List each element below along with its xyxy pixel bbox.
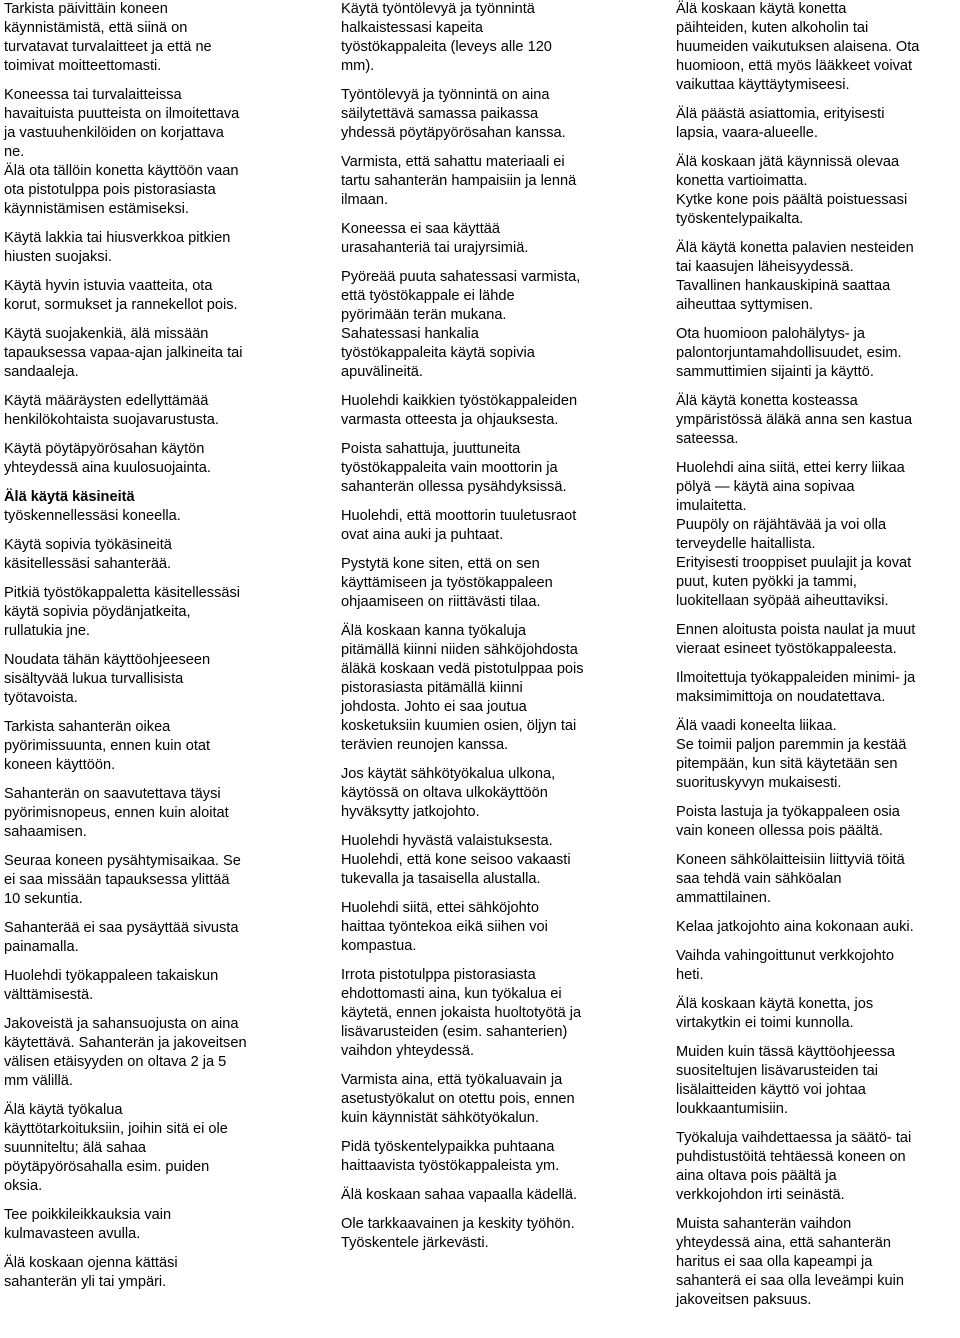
safety-paragraph <box>341 1071 641 1128</box>
safety-paragraph <box>676 459 958 611</box>
paragraph-text: Työntölevyä ja työnnintä on aina säilytettävä samassa paikassa yhdessä pöytäpyörösahan kanssa. <box>341 87 566 141</box>
paragraph-text: Sahanterää ei saa pysäyttää sivusta painamalla. <box>4 920 239 955</box>
safety-paragraph <box>4 229 304 267</box>
safety-paragraph <box>4 919 304 957</box>
safety-paragraph <box>341 440 641 497</box>
paragraph-text: Varmista, että sahattu materiaali ei tartu sahanterän hampaisiin ja lennä ilmaan. <box>341 154 577 208</box>
paragraph-text: Työkaluja vaihdettaessa ja säätö- tai puhdistustöitä tehtäessä koneen on aina oltava pois päältä ja verkkojohdon irti seinästä. <box>676 1130 912 1203</box>
paragraph-text: Huolehdi kaikkien työstökappaleiden varmasta otteesta ja ohjauksesta. <box>341 393 578 428</box>
safety-paragraph <box>4 967 304 1005</box>
safety-paragraph <box>4 1101 304 1196</box>
paragraph-text: Huolehdi työkappaleen takaiskun välttämisestä. <box>4 968 219 1003</box>
safety-paragraph <box>4 852 304 909</box>
paragraph-text: Ilmoitettuja työkappaleiden minimi- ja maksimimittoja on noudatettava. <box>676 670 916 705</box>
safety-paragraph <box>4 718 304 775</box>
paragraph-text: Älä päästä asiattomia, erityisesti lapsia, vaara-alueelle. <box>676 106 885 141</box>
paragraph-text: Pyöreää puuta sahatessasi varmista, että työstökappale ei lähde pyörimään terän mukana. <box>341 269 581 323</box>
column-2 <box>341 0 641 1263</box>
paragraph-text: Koneessa tai turvalaitteissa havaituista puutteista on ilmoitettava ja vastuuhenkilöiden on korjattava ne. <box>4 87 240 160</box>
safety-paragraph <box>4 162 304 219</box>
paragraph-text: Seuraa koneen pysähtymisaikaa. Se ei saa missään tapauksessa ylittää 10 sekuntia. <box>4 853 241 907</box>
safety-paragraph <box>4 536 304 574</box>
safety-paragraph <box>4 1206 304 1244</box>
paragraph-text: Ole tarkkaavainen ja keskity työhön. Työskentele järkevästi. <box>341 1216 575 1251</box>
safety-paragraph <box>341 1138 641 1176</box>
safety-paragraph <box>341 325 641 382</box>
safety-paragraph <box>676 239 958 315</box>
safety-paragraph <box>676 621 958 659</box>
paragraph-text: Älä koskaan jätä käynnissä olevaa konetta vartioimatta. Kytke kone pois päältä poistuessasi työskentelypaikalta. <box>676 154 908 227</box>
safety-paragraph <box>676 717 958 793</box>
paragraph-text: Älä käytä konetta kosteassa ympäristössä äläkä anna sen kastua sateessa. <box>676 393 913 447</box>
paragraph-text: Pidä työskentelypaikka puhtaana haittaavista työstökappaleista ym. <box>341 1139 560 1174</box>
paragraph-text: Käytä suojakenkiä, älä missään tapauksessa vapaa-ajan jalkineita tai sandaaleja. <box>4 326 243 380</box>
safety-paragraph <box>341 0 641 76</box>
paragraph-text: Älä koskaan käytä konetta päihteiden, kuten alkoholin tai huumeiden vaikutuksen alaisena. Ota huomioon, että myös lääkkeet voivat vaikuttaa käyttäytymiseesi. <box>676 1 920 93</box>
paragraph-text: Tarkista päivittäin koneen käynnistämistä, että siinä on turvatavat turvalaitteet ja että ne toimivat moitteettomasti. <box>4 1 212 74</box>
safety-paragraph <box>341 1215 641 1253</box>
safety-paragraph <box>341 899 641 956</box>
paragraph-text: Sahatessasi hankalia työstökappaleita käytä sopivia apuvälineitä. <box>341 326 535 380</box>
safety-paragraph <box>676 918 958 937</box>
paragraph-text: Käytä hyvin istuvia vaatteita, ota korut, sormukset ja rannekellot pois. <box>4 278 238 313</box>
paragraph-text: Käytä sopivia työkäsineitä käsitellessäsi sahanterää. <box>4 537 172 572</box>
paragraph-text: Sahanterän on saavutettava täysi pyörimisnopeus, ennen kuin aloitat sahaamisen. <box>4 786 229 840</box>
paragraph-text: Huolehdi aina siitä, ettei kerry liikaa pölyä — käytä aina sopivaa imulaitetta. Puupöly on räjähtävää ja voi olla terveydelle haitallista. Erityisesti trooppiset puulajit ja kovat puut, kuten pyökki ja tammi, luokitellaan syöpää aiheuttaviksi. <box>676 460 912 609</box>
safety-paragraph <box>341 555 641 612</box>
safety-paragraph <box>676 947 958 985</box>
safety-paragraph <box>676 1215 958 1310</box>
safety-paragraph <box>341 392 641 430</box>
safety-paragraph <box>676 851 958 908</box>
safety-paragraph <box>341 220 641 258</box>
paragraph-text: Älä vaadi koneelta liikaa. Se toimii paljon paremmin ja kestää pitempään, kun sitä käytetään sen suorituskyvyn mukaisesti. <box>676 718 907 791</box>
paragraph-text: Jakoveistä ja sahansuojusta on aina käytettävä. Sahanterän ja jakoveitsen välisen etäisyyden on oltava 2 ja 5 mm välillä. <box>4 1016 247 1089</box>
paragraph-text: Älä ota tällöin konetta käyttöön vaan ota pistotulppa pois pistorasiasta käynnistämisen estämiseksi. <box>4 163 239 217</box>
paragraph-text: Jos käytät sähkötyökalua ulkona, käytössä on oltava ulkokäyttöön hyväksytty jatkojohto. <box>341 766 556 820</box>
paragraph-text: Älä koskaan kanna työkaluja pitämällä kiinni niiden sähköjohdosta äläkä koskaan vedä pistotulppaa pois pistorasiasta pitämällä kiinni johdosta. Johto ei saa joutua kosketuksiin kuumien osien, öljyn tai terävien reunojen kanssa. <box>341 623 584 753</box>
safety-paragraph <box>676 325 958 382</box>
paragraph-text: Koneen sähkölaitteisiin liittyviä töitä saa tehdä vain sähköalan ammattilainen. <box>676 852 905 906</box>
column-3 <box>676 0 958 1320</box>
safety-paragraph <box>341 966 641 1061</box>
paragraph-text: Koneessa ei saa käyttää urasahanteriä tai urajyrsimiä. <box>341 221 529 256</box>
safety-paragraph <box>341 268 641 325</box>
paragraph-text: Käytä määräysten edellyttämää henkilökohtaista suojavarustusta. <box>4 393 219 428</box>
safety-paragraph <box>676 669 958 707</box>
paragraph-text: Irrota pistotulppa pistorasiasta ehdottomasti aina, kun työkalua ei käytetä, ennen jokaista huoltotyötä ja lisävarusteiden (esim. sahanterien) vaihdon yhteydessä. <box>341 967 582 1059</box>
safety-paragraph <box>341 86 641 143</box>
paragraph-text: Poista sahattuja, juuttuneita työstökappaleita vain moottorin ja sahanterän ollessa pysähdyksissä. <box>341 441 567 495</box>
safety-paragraph <box>676 105 958 143</box>
safety-paragraph <box>4 584 304 641</box>
paragraph-emphasis: Älä käytä käsineitä <box>4 489 135 505</box>
paragraph-text: Ota huomioon palohälytys- ja palontorjuntamahdollisuudet, esim. sammuttimien sijainti ja käyttö. <box>676 326 902 380</box>
paragraph-text: Muista sahanterän vaihdon yhteydessä aina, että sahanterän haritus ei saa olla kapeampi ja sahanterä ei saa olla leveämpi kuin jakoveitsen paksuus. <box>676 1216 904 1308</box>
paragraph-text: Huolehdi, että moottorin tuuletusraot ovat aina auki ja puhtaat. <box>341 508 577 543</box>
safety-paragraph <box>676 803 958 841</box>
safety-paragraph <box>676 1129 958 1205</box>
safety-paragraph <box>676 392 958 449</box>
paragraph-text: Noudata tähän käyttöohjeeseen sisältyvää lukua turvallisista työtavoista. <box>4 652 211 706</box>
paragraph-text: Poista lastuja ja työkappaleen osia vain koneen ollessa pois päältä. <box>676 804 900 839</box>
safety-paragraph <box>676 995 958 1033</box>
safety-paragraph <box>676 0 958 95</box>
safety-paragraph <box>676 1043 958 1119</box>
safety-paragraph <box>341 1186 641 1205</box>
safety-paragraph <box>341 622 641 755</box>
paragraph-text: Kelaa jatkojohto aina kokonaan auki. <box>676 919 914 935</box>
safety-paragraph <box>4 277 304 315</box>
safety-paragraph <box>4 392 304 430</box>
safety-paragraph <box>341 832 641 889</box>
safety-paragraph <box>676 153 958 229</box>
paragraph-text: Pystytä kone siten, että on sen käyttämiseen ja työstökappaleen ohjaamiseen on riittävästi tilaa. <box>341 556 553 610</box>
safety-paragraph <box>4 0 304 76</box>
safety-paragraph <box>4 488 304 526</box>
safety-paragraph <box>341 765 641 822</box>
paragraph-text: Käytä pöytäpyörösahan käytön yhteydessä aina kuulosuojainta. <box>4 441 211 476</box>
safety-paragraph <box>341 153 641 210</box>
paragraph-text: Älä koskaan sahaa vapaalla kädellä. <box>341 1187 578 1203</box>
paragraph-text: Varmista aina, että työkaluavain ja asetustyökalut on otettu pois, ennen kuin käynnistät sähkötyökalun. <box>341 1072 575 1126</box>
safety-paragraph <box>341 507 641 545</box>
safety-paragraph <box>4 1254 304 1292</box>
paragraph-text: Tee poikkileikkauksia vain kulmavasteen avulla. <box>4 1207 172 1242</box>
paragraph-text: Muiden kuin tässä käyttöohjeessa suositeltujen lisävarusteiden tai lisälaitteiden käyttö voi johtaa loukkaantumisiin. <box>676 1044 896 1117</box>
paragraph-text: Älä koskaan käytä konetta, jos virtakytkin ei toimi kunnolla. <box>676 996 874 1031</box>
safety-paragraph <box>4 651 304 708</box>
paragraph-text: Huolehdi hyvästä valaistuksesta. Huolehdi, että kone seisoo vakaasti tukevalla ja tasaisella alustalla. <box>341 833 571 887</box>
column-1 <box>4 0 304 1302</box>
safety-paragraph <box>4 785 304 842</box>
paragraph-text: Ennen aloitusta poista naulat ja muut vieraat esineet työstökappaleesta. <box>676 622 916 657</box>
paragraph-text: Älä koskaan ojenna kättäsi sahanterän yli tai ympäri. <box>4 1255 178 1290</box>
paragraph-text: Käytä työntölevyä ja työnnintä halkaistessasi kapeita työstökappaleita (leveys alle 120 mm). <box>341 1 552 74</box>
paragraph-text: Vaihda vahingoittunut verkkojohto heti. <box>676 948 894 983</box>
paragraph-text: Huolehdi siitä, ettei sähköjohto haittaa työntekoa eikä siihen voi kompastua. <box>341 900 548 954</box>
paragraph-text: työskennellessäsi koneella. <box>4 508 181 524</box>
paragraph-text: Älä käytä työkalua käyttötarkoituksiin, joihin sitä ei ole suunniteltu; älä sahaa pöytäpyörösahalla esim. puiden oksia. <box>4 1102 228 1194</box>
safety-paragraph <box>4 1015 304 1091</box>
safety-paragraph <box>4 325 304 382</box>
safety-paragraph <box>4 440 304 478</box>
paragraph-text: Älä käytä konetta palavien nesteiden tai kaasujen läheisyydessä. Tavallinen hankauskipinä saattaa aiheuttaa syttymisen. <box>676 240 914 313</box>
paragraph-text: Tarkista sahanterän oikea pyörimissuunta, ennen kuin otat koneen käyttöön. <box>4 719 211 773</box>
safety-paragraph <box>4 86 304 162</box>
paragraph-text: Pitkiä työstökappaletta käsitellessäsi käytä sopivia pöydänjatkeita, rullatukia jne. <box>4 585 241 639</box>
paragraph-text: Käytä lakkia tai hiusverkkoa pitkien hiusten suojaksi. <box>4 230 231 265</box>
